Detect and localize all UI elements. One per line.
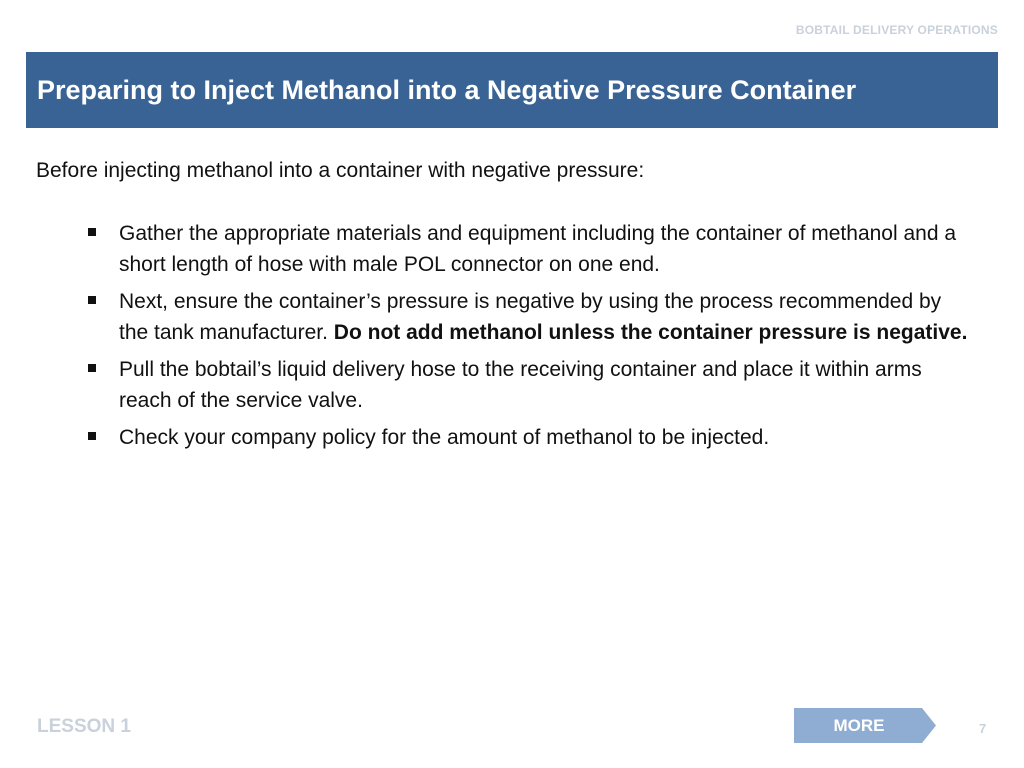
more-button-label: MORE bbox=[833, 716, 885, 735]
list-item bbox=[86, 422, 976, 453]
square-bullet-icon bbox=[88, 296, 96, 304]
square-bullet-icon bbox=[88, 228, 96, 236]
bullet-text: Gather the appropriate materials and equipment including the container of methanol and a short length of hose with male POL connector on one end. bbox=[119, 222, 957, 276]
list-item bbox=[86, 354, 976, 416]
square-bullet-icon bbox=[88, 432, 96, 440]
bullet-text: Pull the bobtail’s liquid delivery hose to the receiving container and place it within arms reach of the service valve. bbox=[119, 358, 922, 412]
lesson-label: LESSON 1 bbox=[37, 716, 131, 737]
square-bullet-icon bbox=[88, 364, 96, 372]
list-item bbox=[86, 218, 976, 280]
title-bar bbox=[26, 52, 998, 128]
page-number: 7 bbox=[979, 721, 987, 736]
bullet-text: Check your company policy for the amount of methanol to be injected. bbox=[119, 426, 770, 449]
bullet-warning-text: Do not add methanol unless the container pressure is negative. bbox=[333, 321, 968, 344]
more-button[interactable] bbox=[794, 708, 936, 743]
list-item bbox=[86, 286, 976, 348]
intro-text: Before injecting methanol into a container with negative pressure: bbox=[36, 159, 645, 182]
page-title: Preparing to Inject Methanol into a Negative Pressure Container bbox=[37, 74, 857, 105]
bullet-list bbox=[86, 218, 976, 459]
section-label: BOBTAIL DELIVERY OPERATIONS bbox=[795, 23, 998, 37]
bullet-text: Next, ensure the container’s pressure is negative by using the process recommended by the tank manufacturer. bbox=[119, 290, 942, 344]
